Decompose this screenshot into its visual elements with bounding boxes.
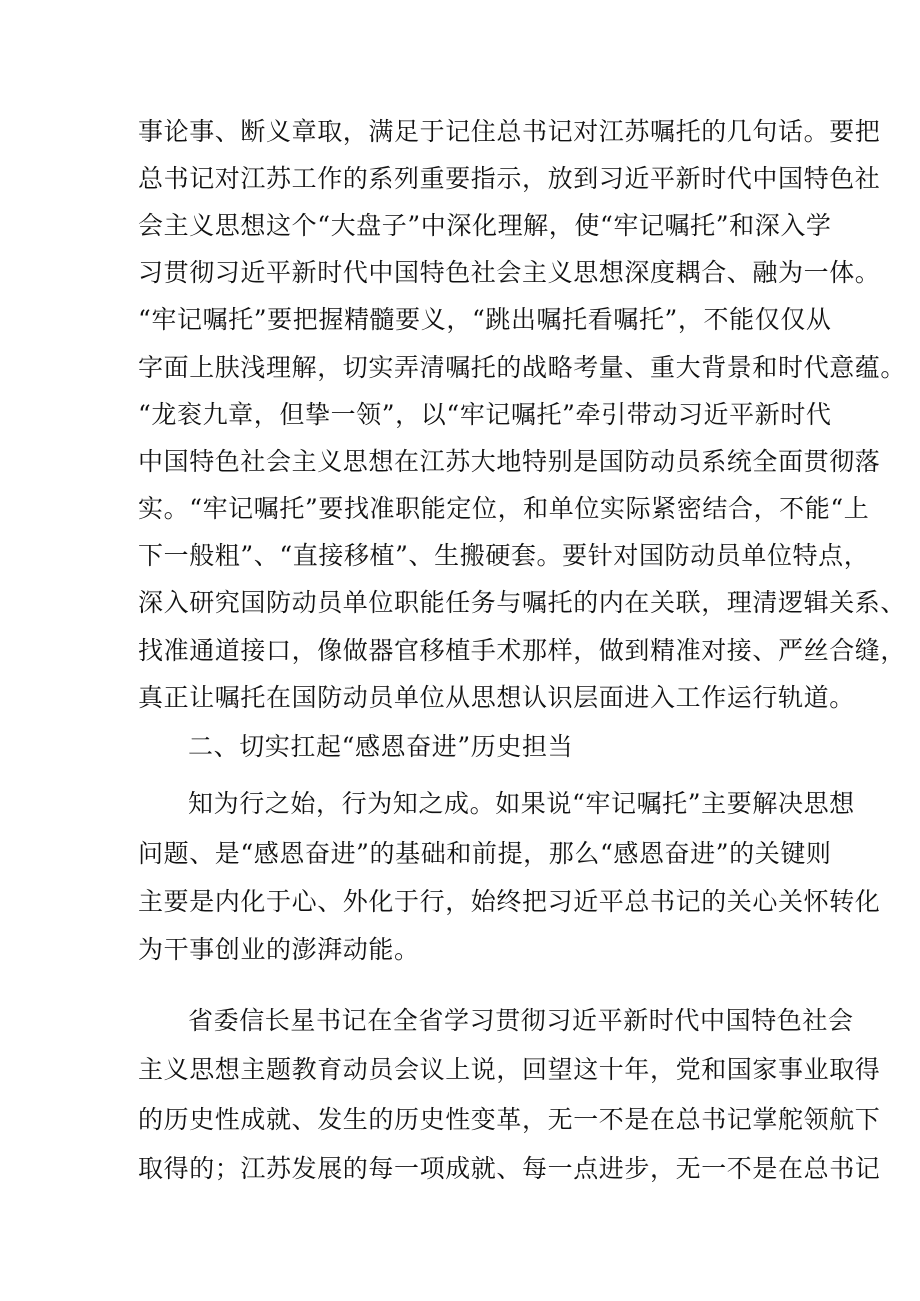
paragraph-line: 下一般粗”、“直接移植”、生搬硬套。要针对国防动员单位特点，	[138, 541, 870, 570]
paragraph-line: 为干事创业的澎湃动能。	[138, 935, 420, 964]
paragraph-line: 事论事、断义章取，满足于记住总书记对江苏嘱托的几句话。要把	[138, 117, 881, 146]
paragraph-line: 主义思想主题教育动员会议上说，回望这十年，党和国家事业取得	[138, 1055, 881, 1084]
paragraph-line: 会主义思想这个“大盘子”中深化理解，使“牢记嘱托”和深入学	[138, 211, 832, 240]
paragraph-line: 习贯彻习近平新时代中国特色社会主义思想深度耦合、融为一体。	[138, 258, 881, 287]
paragraph-line: 真正让嘱托在国防动员单位从思想认识层面进入工作运行轨道。	[138, 683, 855, 712]
paragraph-line: 取得的；江苏发展的每一项成就、每一点进步，无一不是在总书记	[138, 1154, 881, 1183]
paragraph-line: “牢记嘱托”要把握精髓要义，“跳出嘱托看嘱托”，不能仅仅从	[138, 305, 832, 334]
paragraph-line: 省委信长星书记在全省学习贯彻习近平新时代中国特色社会	[188, 1006, 854, 1035]
paragraph-line: 总书记对江苏工作的系列重要指示，放到习近平新时代中国特色社	[138, 164, 881, 193]
paragraph-line: 问题、是“感恩奋进”的基础和前提，那么“感恩奋进”的关键则	[138, 839, 832, 868]
paragraph-line: 字面上肤浅理解，切实弄清嘱托的战略考量、重大背景和时代意蕴。	[138, 353, 907, 382]
paragraph-line: 知为行之始，行为知之成。如果说“牢记嘱托”主要解决思想	[188, 789, 855, 818]
paragraph-line: 的历史性成就、发生的历史性变革，无一不是在总书记掌舵领航下	[138, 1105, 881, 1134]
paragraph-line: 实。“牢记嘱托”要找准职能定位，和单位实际紧密结合，不能“上	[138, 494, 870, 523]
section-heading: 二、切实扛起“感恩奋进”历史担当	[188, 732, 574, 761]
paragraph-line: 找准通道接口，像做器官移植手术那样，做到精准对接、严丝合缝，	[138, 636, 907, 665]
paragraph-line: 主要是内化于心、外化于行，始终把习近平总书记的关心关怀转化	[138, 887, 881, 916]
paragraph-line: “龙衮九章，但挚一领”，以“牢记嘱托”牵引带动习近平新时代	[138, 400, 832, 429]
paragraph-line: 深入研究国防动员单位职能任务与嘱托的内在关联，理清逻辑关系、	[138, 588, 907, 617]
paragraph-line: 中国特色社会主义思想在江苏大地特别是国防动员系统全面贯彻落	[138, 447, 881, 476]
